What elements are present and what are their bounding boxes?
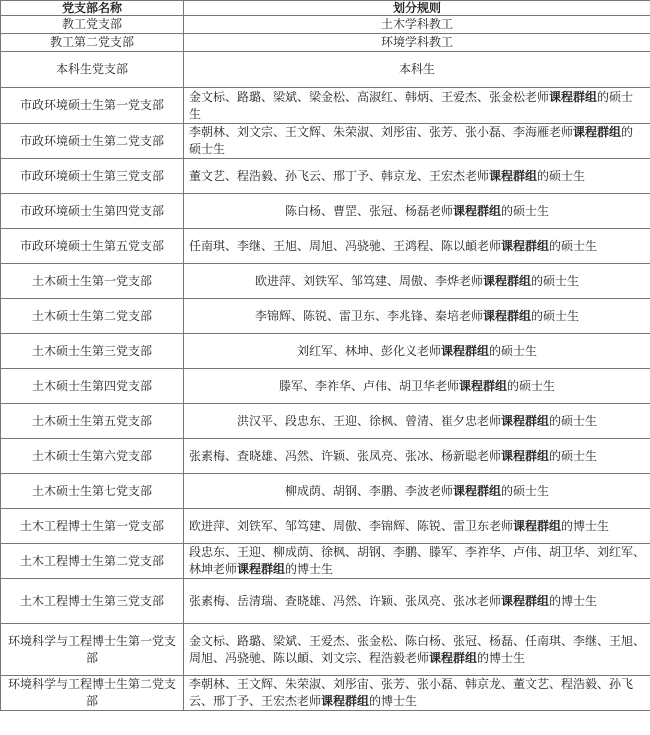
rule-tail: 的硕士生 xyxy=(501,483,550,498)
rule-cell xyxy=(184,404,650,439)
course-group-label: 课程群组 xyxy=(482,273,531,288)
branch-name-cell: 土木工程博士生第三党支部 xyxy=(1,579,184,624)
branch-name-cell: 环境科学与工程博士生第二党支部 xyxy=(1,676,184,711)
rule-tail: 的博士生 xyxy=(549,593,598,608)
course-group-label: 课程群组 xyxy=(501,448,550,463)
rule-cell xyxy=(184,194,650,229)
rule-text: 金文标、路璐、梁斌、王爱杰、张金松、陈白杨、张冠、杨磊、任南琪、李继、王旭、周旭、冯骁驰、陈以頔、刘文宗、程浩毅老师 xyxy=(189,633,646,665)
rule-text: 李朝林、王文辉、朱荣淑、刘彤宙、张芳、张小磊、韩京龙、董文艺、程浩毅、孙飞云、邢丁予、王宏杰老师 xyxy=(189,677,634,708)
rule-cell xyxy=(184,369,650,404)
rule-tail: 的博士生 xyxy=(285,562,334,576)
branch-name-cell: 土木硕士生第三党支部 xyxy=(1,334,184,369)
course-group-label: 课程群组 xyxy=(501,238,550,253)
rule-tail: 的硕士生 xyxy=(489,343,538,358)
rule-tail: 的硕士生 xyxy=(549,448,598,463)
table-row xyxy=(1,88,650,124)
rule-text: 欧进萍、刘铁军、邹笃建、周傲、李烨老师 xyxy=(254,273,483,288)
table-row xyxy=(1,509,650,544)
rule-cell xyxy=(184,579,650,624)
course-group-label: 课程群组 xyxy=(549,89,598,104)
rule-text: 李朝林、刘文宗、王文辉、朱荣淑、刘彤宙、张芳、张小磊、李海雁老师 xyxy=(189,125,574,139)
rule-text: 任南琪、李继、王旭、周旭、冯骁驰、王鸿程、陈以頔老师 xyxy=(189,238,502,253)
rule-text: 滕军、李祚华、卢伟、胡卫华老师 xyxy=(278,378,459,393)
rule-cell xyxy=(184,334,650,369)
rule-cell xyxy=(184,509,650,544)
table-row xyxy=(1,159,650,194)
rule-text: 张素梅、查晓雄、冯然、许颖、张凤亮、张冰、杨新聪老师 xyxy=(189,448,502,463)
header-division-rule: 划分规则 xyxy=(184,1,650,16)
course-group-label: 课程群组 xyxy=(321,694,370,708)
rule-cell xyxy=(184,264,650,299)
branch-name-cell: 土木工程博士生第一党支部 xyxy=(1,509,184,544)
branch-name-cell: 土木硕士生第六党支部 xyxy=(1,439,184,474)
branch-name-cell: 市政环境硕士生第二党支部 xyxy=(1,124,184,159)
table-row xyxy=(1,439,650,474)
table-row xyxy=(1,544,650,579)
course-group-label: 课程群组 xyxy=(482,308,531,323)
branch-name-cell: 土木硕士生第七党支部 xyxy=(1,474,184,509)
rule-tail: 的博士生 xyxy=(561,518,610,533)
table-row xyxy=(1,676,650,711)
header-branch-name: 党支部名称 xyxy=(1,1,184,16)
rule-cell xyxy=(184,229,650,264)
rule-tail: 的硕士生 xyxy=(501,203,550,218)
course-group-label: 课程群组 xyxy=(489,168,538,183)
rule-cell xyxy=(184,439,650,474)
rule-tail: 的硕士生 xyxy=(189,89,634,121)
branch-name-cell: 土木硕士生第二党支部 xyxy=(1,299,184,334)
rule-text: 段忠东、王迎、柳成荫、徐枫、胡钢、李鹏、滕军、李祚华、卢伟、胡卫华、刘红军、林坤老师 xyxy=(189,545,646,576)
branch-name-cell: 土木工程博士生第二党支部 xyxy=(1,544,184,579)
branch-name-cell: 市政环境硕士生第四党支部 xyxy=(1,194,184,229)
rule-text: 洪汉平、段忠东、王迎、徐枫、曾清、崔夕忠老师 xyxy=(236,413,501,428)
course-group-label: 课程群组 xyxy=(440,343,489,358)
rule-cell xyxy=(184,124,650,159)
rule-cell xyxy=(184,676,650,711)
rule-cell xyxy=(184,474,650,509)
rule-tail: 的硕士生 xyxy=(531,308,580,323)
course-group-label: 课程群组 xyxy=(429,650,478,665)
rule-cell xyxy=(184,34,650,52)
rule-text: 董文艺、程浩毅、孙飞云、邢丁予、韩京龙、王宏杰老师 xyxy=(189,168,490,183)
rule-cell xyxy=(184,52,650,88)
table-row xyxy=(1,264,650,299)
table-row xyxy=(1,194,650,229)
rule-text: 柳成荫、胡钢、李鹏、李波老师 xyxy=(284,483,453,498)
rule-text: 环境学科教工 xyxy=(380,35,453,49)
table-row xyxy=(1,299,650,334)
course-group-label: 课程群组 xyxy=(237,562,286,576)
branch-name-cell: 环境科学与工程博士生第一党支部 xyxy=(1,624,184,676)
rule-text: 欧进萍、刘铁军、邹笃建、周傲、李锦辉、陈锐、雷卫东老师 xyxy=(189,518,514,533)
table-row xyxy=(1,579,650,624)
rule-cell xyxy=(184,159,650,194)
rule-tail: 的博士生 xyxy=(477,650,526,665)
branch-name-cell: 市政环境硕士生第五党支部 xyxy=(1,229,184,264)
table-row xyxy=(1,369,650,404)
table-row xyxy=(1,16,650,34)
rule-cell xyxy=(184,88,650,124)
course-group-label: 课程群组 xyxy=(501,593,550,608)
table-row xyxy=(1,404,650,439)
branch-name-cell: 土木硕士生第四党支部 xyxy=(1,369,184,404)
rule-text: 本科生 xyxy=(398,62,435,76)
table-row xyxy=(1,334,650,369)
rule-text: 刘红军、林坤、彭化义老师 xyxy=(296,343,441,358)
rule-tail: 的硕士生 xyxy=(507,378,556,393)
course-group-label: 课程群组 xyxy=(513,518,562,533)
table-row xyxy=(1,34,650,52)
rule-text: 张素梅、岳清瑞、查晓雄、冯然、许颖、张凤亮、张冰老师 xyxy=(189,593,502,608)
rule-text: 金文标、路璐、梁斌、梁金松、高淑红、韩炳、王爱杰、张金松老师 xyxy=(189,89,550,104)
rule-cell xyxy=(184,16,650,34)
rule-text: 土木学科教工 xyxy=(380,17,453,31)
branch-name-cell: 土木硕士生第五党支部 xyxy=(1,404,184,439)
rule-cell xyxy=(184,624,650,676)
rule-text: 李锦辉、陈锐、雷卫东、李兆锋、秦培老师 xyxy=(254,308,483,323)
table-row xyxy=(1,624,650,676)
table-row xyxy=(1,124,650,159)
table-row xyxy=(1,52,650,88)
rule-tail: 的硕士生 xyxy=(537,168,586,183)
table-header-row xyxy=(1,1,650,16)
rule-text: 陈白杨、曹罡、张冠、杨磊老师 xyxy=(284,203,453,218)
branch-name-cell: 市政环境硕士生第三党支部 xyxy=(1,159,184,194)
branch-name-cell: 教工第二党支部 xyxy=(1,34,184,52)
rule-tail: 的硕士生 xyxy=(189,125,634,156)
rule-tail: 的硕士生 xyxy=(549,238,598,253)
branch-name-cell: 市政环境硕士生第一党支部 xyxy=(1,88,184,124)
rule-tail: 的硕士生 xyxy=(531,273,580,288)
course-group-label: 课程群组 xyxy=(452,203,501,218)
branch-name-cell: 本科生党支部 xyxy=(1,52,184,88)
course-group-label: 课程群组 xyxy=(573,125,622,139)
rule-tail: 的博士生 xyxy=(369,694,418,708)
rule-tail: 的硕士生 xyxy=(549,413,598,428)
course-group-label: 课程群组 xyxy=(458,378,507,393)
table-row xyxy=(1,229,650,264)
course-group-label: 课程群组 xyxy=(500,413,549,428)
rule-cell xyxy=(184,544,650,579)
rule-cell xyxy=(184,299,650,334)
branch-name-cell: 教工党支部 xyxy=(1,16,184,34)
table-row xyxy=(1,474,650,509)
course-group-label: 课程群组 xyxy=(452,483,501,498)
branch-name-cell: 土木硕士生第一党支部 xyxy=(1,264,184,299)
